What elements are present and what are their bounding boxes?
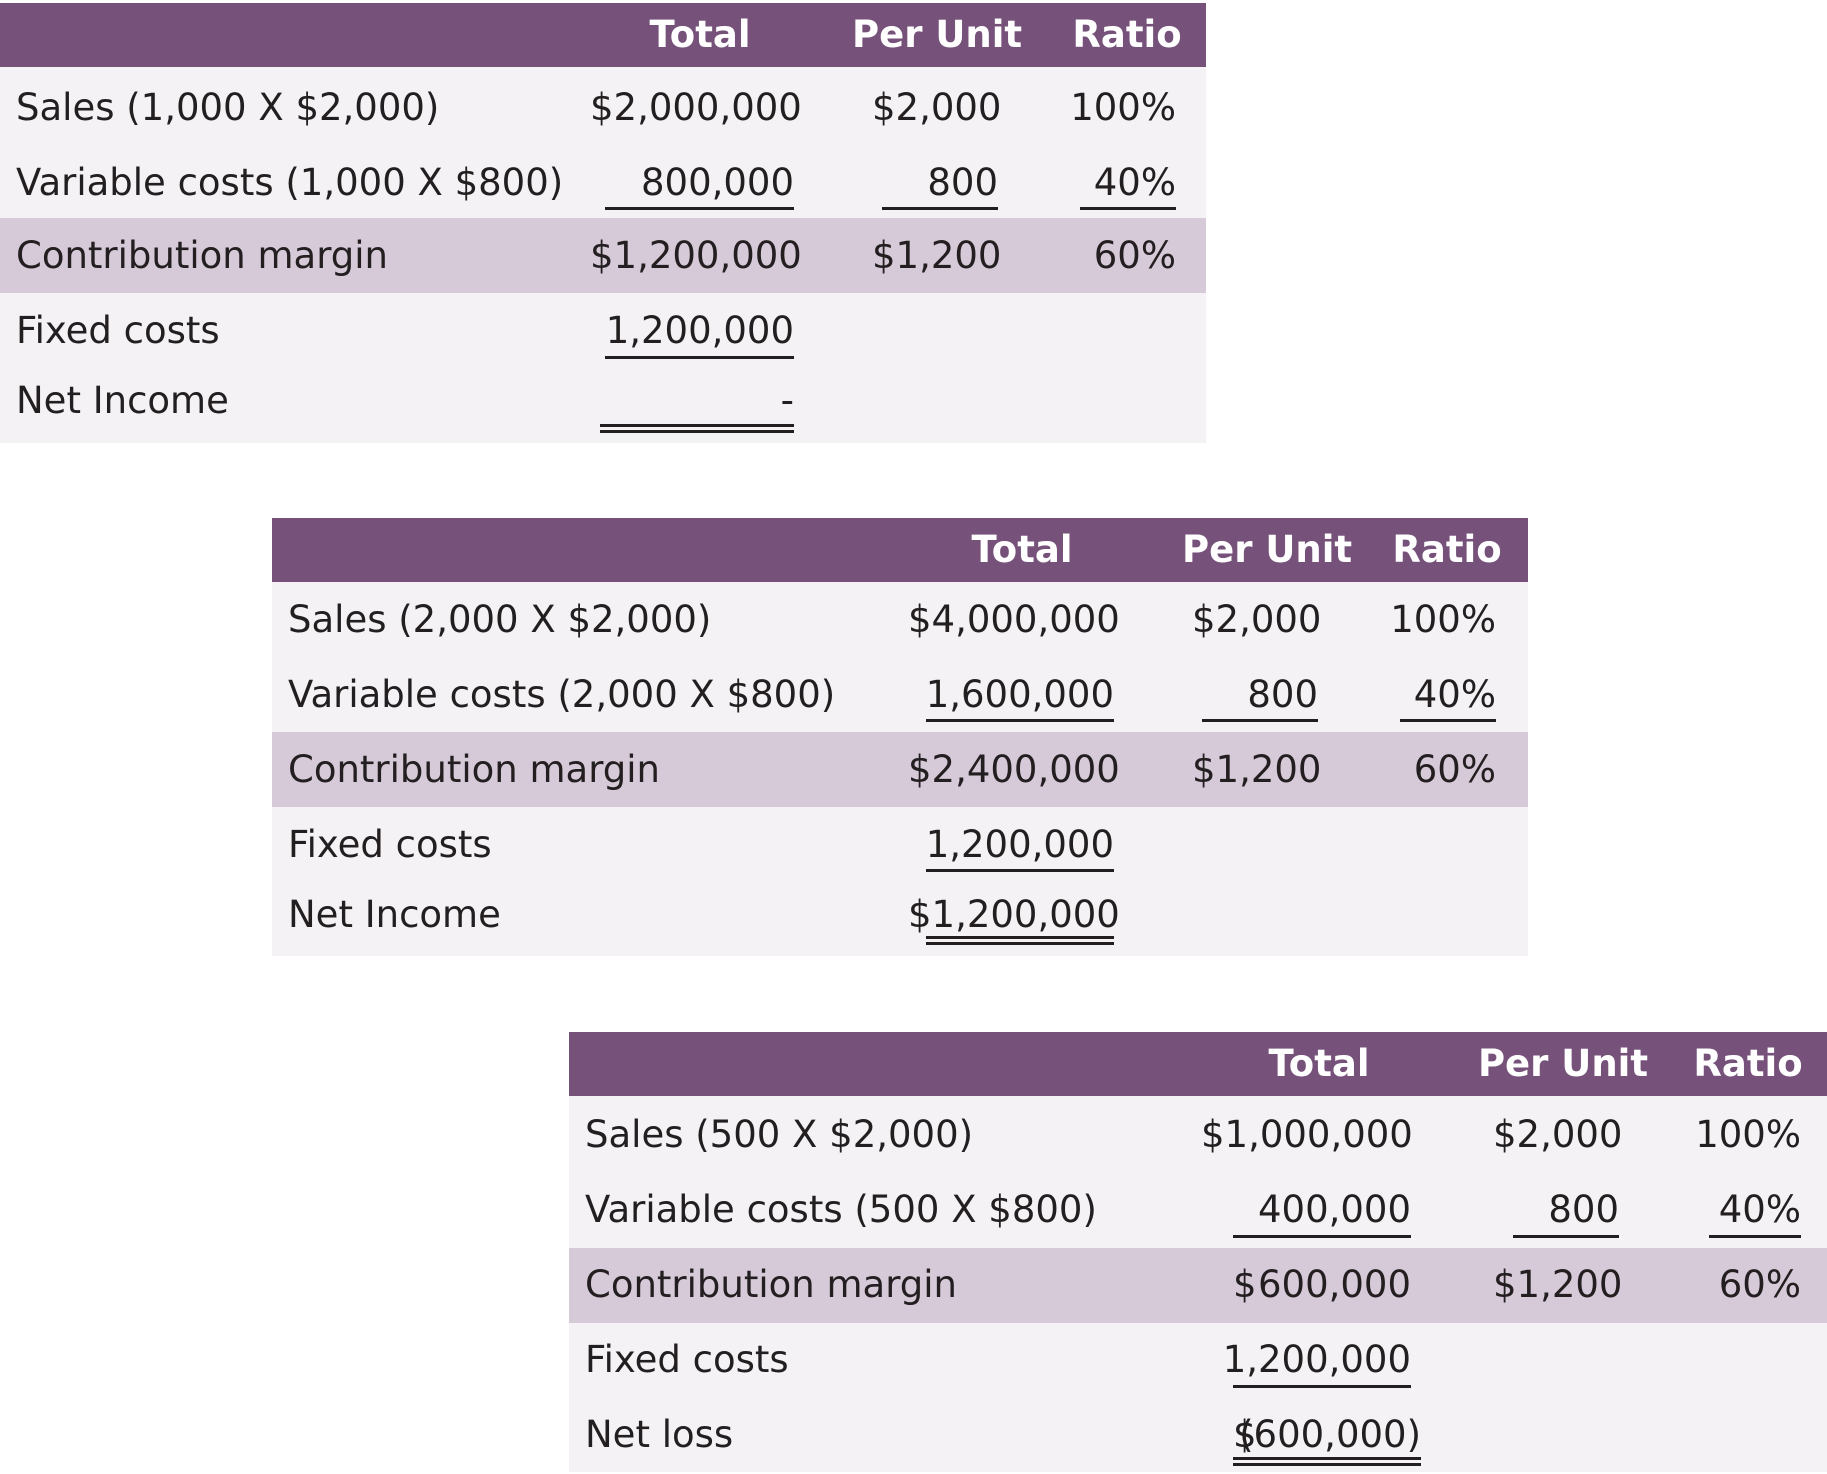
column-header-per-unit: Per Unit <box>852 13 1023 56</box>
net-income-label: Net Income <box>288 893 501 936</box>
double-rule <box>600 424 794 433</box>
subtotal-rule <box>882 207 998 210</box>
variable-costs-label: Variable costs (1,000 X $800) <box>16 161 564 204</box>
column-header-total: Total <box>649 13 751 56</box>
sales-label: Sales (1,000 X $2,000) <box>16 86 440 129</box>
variable-costs-ratio: 40% <box>1413 673 1496 716</box>
sales-ratio: 100% <box>1390 598 1496 641</box>
variable-costs-ratio: 40% <box>1093 161 1176 204</box>
sales-label: Sales (2,000 X $2,000) <box>288 598 712 641</box>
statement-500-units <box>569 1032 1827 1472</box>
double-rule <box>926 936 1114 945</box>
contribution-margin-total: $ 600,000 <box>1233 1260 1411 1310</box>
subtotal-rule <box>926 719 1114 722</box>
variable-costs-total: 800,000 <box>640 161 794 204</box>
column-header-bar <box>272 518 1528 582</box>
net-loss-total: $ (600,000) <box>1233 1410 1421 1460</box>
sales-per-unit: $2,000 <box>1192 598 1322 641</box>
variable-costs-per-unit: 800 <box>927 161 998 204</box>
fixed-costs-label: Fixed costs <box>16 309 220 352</box>
subtotal-rule <box>1080 207 1176 210</box>
sales-total: $1,000,000 <box>1201 1113 1413 1156</box>
subtotal-rule <box>1233 1235 1411 1238</box>
variable-costs-per-unit: 800 <box>1247 673 1318 716</box>
fixed-costs-label: Fixed costs <box>288 823 492 866</box>
contribution-margin-total: $2,400,000 <box>908 748 1120 791</box>
column-header-per-unit: Per Unit <box>1182 528 1353 571</box>
variable-costs-per-unit: 800 <box>1548 1188 1619 1231</box>
contribution-margin-ratio: 60% <box>1718 1263 1801 1306</box>
contribution-margin-label: Contribution margin <box>585 1263 957 1306</box>
variable-costs-label: Variable costs (2,000 X $800) <box>288 673 836 716</box>
variable-costs-total: 400,000 <box>1257 1188 1411 1231</box>
sales-per-unit: $2,000 <box>872 86 1002 129</box>
net-income-label: Net Income <box>16 379 229 422</box>
column-header-ratio: Ratio <box>1693 1042 1803 1085</box>
fixed-costs-total: 1,200,000 <box>1222 1338 1411 1381</box>
variable-costs-total: 1,600,000 <box>925 673 1114 716</box>
subtotal-rule <box>605 356 794 359</box>
sales-label: Sales (500 X $2,000) <box>585 1113 974 1156</box>
contribution-margin-per-unit: $1,200 <box>872 234 1002 277</box>
fixed-costs-total: 1,200,000 <box>605 309 794 352</box>
column-header-ratio: Ratio <box>1392 528 1502 571</box>
subtotal-rule <box>1202 719 1318 722</box>
statement-2000-units <box>272 518 1528 956</box>
contribution-margin-ratio: 60% <box>1093 234 1176 277</box>
net-income-total: $1,200,000 <box>908 893 1120 936</box>
column-header-per-unit: Per Unit <box>1477 1042 1649 1085</box>
sales-ratio: 100% <box>1695 1113 1801 1156</box>
net-loss-label: Net loss <box>585 1413 734 1456</box>
contribution-margin-ratio: 60% <box>1413 748 1496 791</box>
subtotal-rule <box>605 207 794 210</box>
net-income-total: - <box>780 379 794 422</box>
subtotal-rule <box>926 869 1114 872</box>
fixed-costs-label: Fixed costs <box>585 1338 789 1381</box>
fixed-costs-total: 1,200,000 <box>925 823 1114 866</box>
column-header-bar <box>0 3 1206 67</box>
sales-ratio: 100% <box>1070 86 1176 129</box>
contribution-margin-label: Contribution margin <box>16 234 388 277</box>
column-header-total: Total <box>971 528 1073 571</box>
subtotal-rule <box>1400 719 1496 722</box>
subtotal-rule <box>1513 1235 1619 1238</box>
subtotal-rule <box>1233 1385 1411 1388</box>
contribution-margin-per-unit: $1,200 <box>1192 748 1322 791</box>
contribution-margin-label: Contribution margin <box>288 748 660 791</box>
column-header-total: Total <box>1268 1042 1370 1085</box>
column-header-bar <box>569 1032 1827 1096</box>
sales-total: $4,000,000 <box>908 598 1120 641</box>
column-header-ratio: Ratio <box>1072 13 1182 56</box>
contribution-margin-per-unit: $1,200 <box>1493 1263 1623 1306</box>
double-rule <box>1233 1457 1421 1466</box>
statement-1000-units <box>0 3 1206 443</box>
sales-per-unit: $2,000 <box>1493 1113 1623 1156</box>
subtotal-rule <box>1709 1235 1801 1238</box>
sales-total: $2,000,000 <box>590 86 802 129</box>
variable-costs-label: Variable costs (500 X $800) <box>585 1188 1097 1231</box>
contribution-margin-total: $1,200,000 <box>590 234 802 277</box>
variable-costs-ratio: 40% <box>1718 1188 1801 1231</box>
